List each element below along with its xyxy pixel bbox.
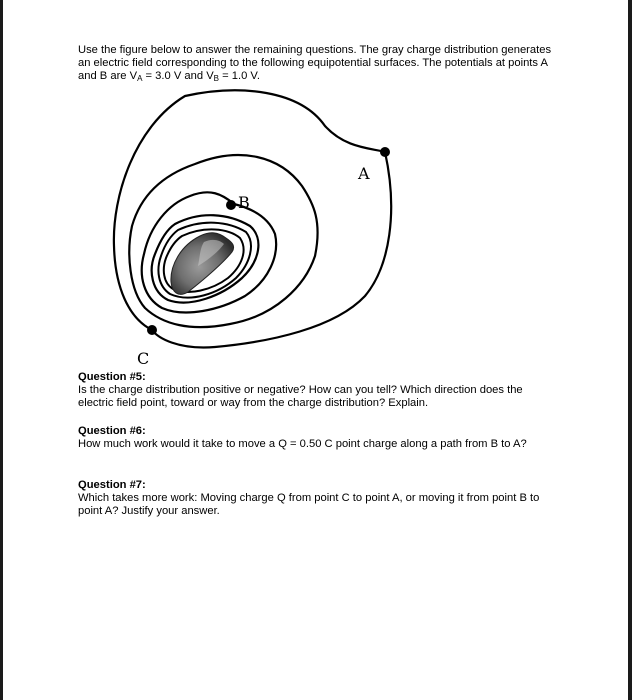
question-7 xyxy=(78,479,558,518)
label-b: B xyxy=(238,193,250,212)
question-5-title: Question #5: xyxy=(78,371,146,383)
question-7-text: Which takes more work: Moving charge Q from point C to point A, or moving it from point B to point A? Justify your answer. xyxy=(78,492,540,517)
va-value: = 3.0 V and V xyxy=(142,70,214,82)
label-c: C xyxy=(137,349,150,368)
charge-distribution xyxy=(171,233,234,295)
intro-text: Use the figure below to answer the remaining questions. The gray charge distribution generates an electric field corresponding to the following equipotential surfaces. The potentials at points A and B are V xyxy=(78,44,552,82)
vb-subscript: B xyxy=(213,74,219,83)
question-6-title: Question #6: xyxy=(78,425,146,437)
question-5-text: Is the charge distribution positive or negative? How can you tell? Which direction does the electric field point, toward or way from the charge distribution? Explain. xyxy=(78,384,523,409)
question-5 xyxy=(78,371,558,410)
vb-value: = 1.0 V. xyxy=(219,70,260,82)
equipotential-outer xyxy=(114,90,391,347)
intro-paragraph xyxy=(78,44,558,83)
va-subscript: A xyxy=(137,74,143,83)
question-6 xyxy=(78,425,558,451)
point-a xyxy=(380,147,390,157)
equipotential-figure xyxy=(100,86,410,370)
left-page-edge xyxy=(0,0,3,700)
point-b xyxy=(226,200,236,210)
question-7-title: Question #7: xyxy=(78,479,146,491)
question-6-text: How much work would it take to move a Q = 0.50 C point charge along a path from B to A? xyxy=(78,438,527,450)
right-page-edge xyxy=(628,0,632,700)
point-c xyxy=(147,325,157,335)
label-a: A xyxy=(358,164,370,183)
